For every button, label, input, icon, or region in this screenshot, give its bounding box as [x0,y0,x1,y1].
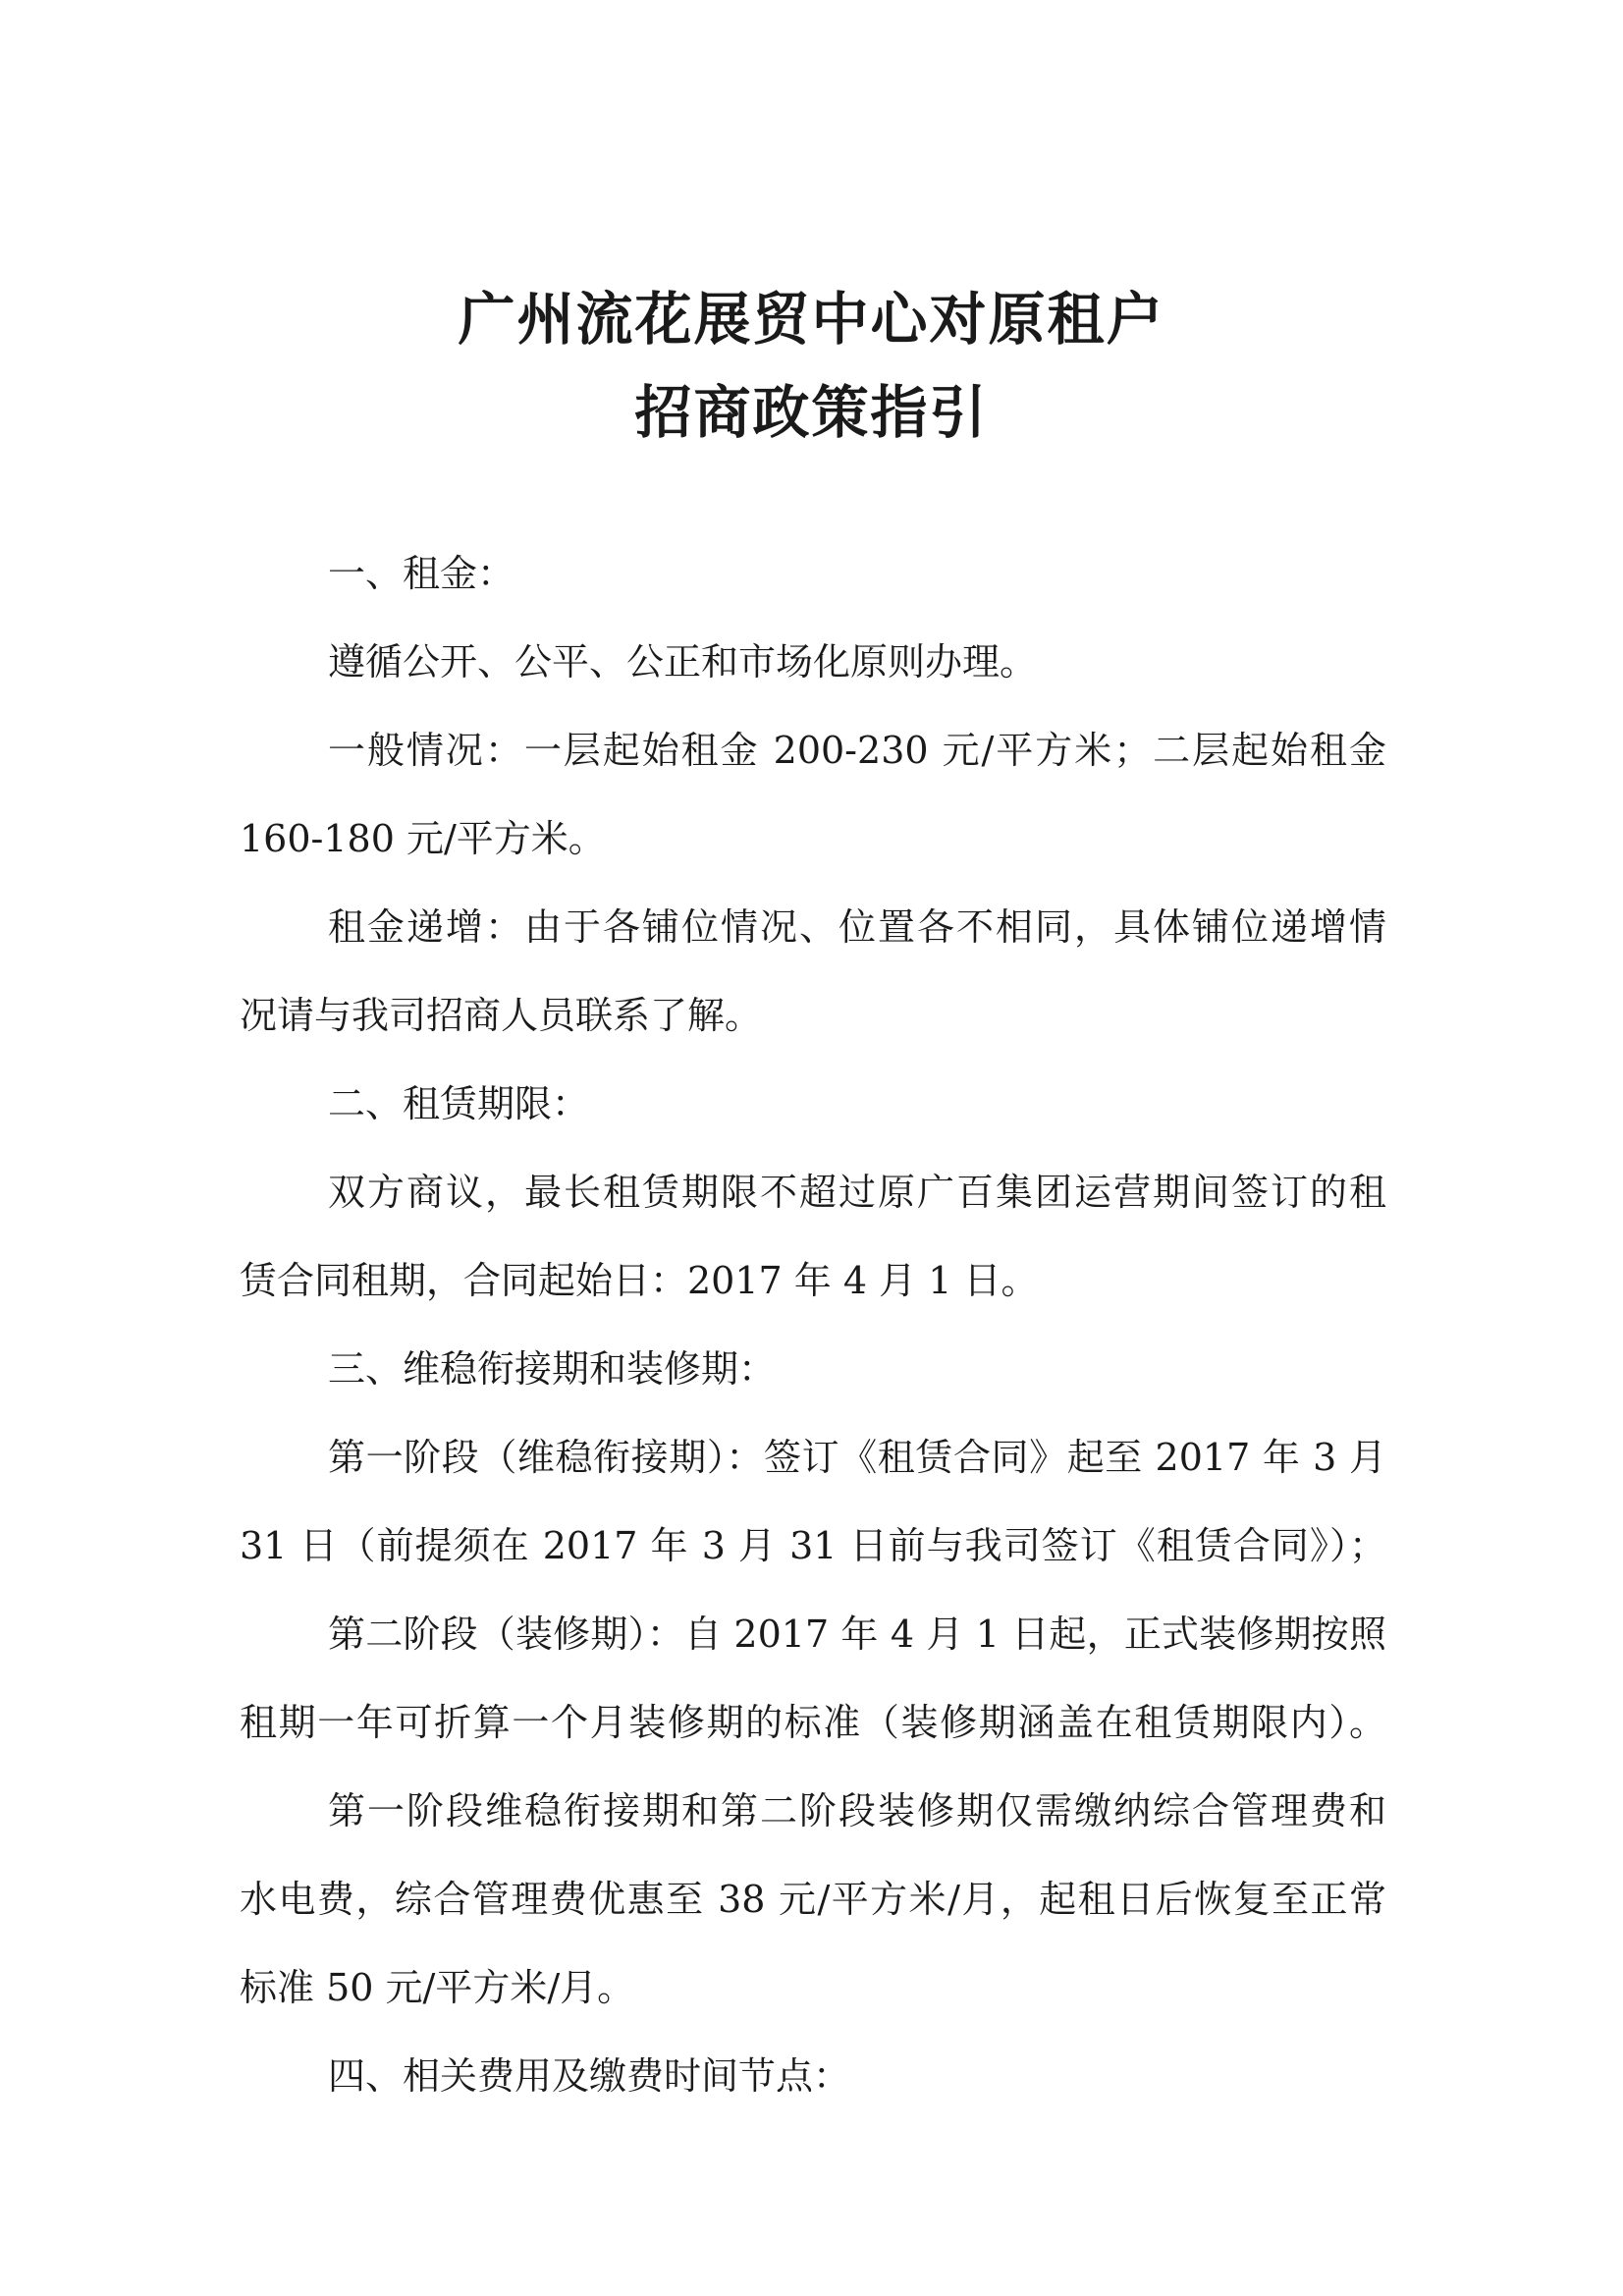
body-line: 况请与我司招商人员联系了解。 [240,994,763,1037]
body-line: 第一阶段维稳衔接期和第二阶段装修期仅需缴纳综合管理费和 [328,1789,1386,1832]
body-line: 标准 50 元/平方米/月。 [240,1966,635,2009]
section-heading-transition-period: 三、维稳衔接期和装修期： [328,1347,777,1391]
body-line: 31 日（前提须在 2017 年 3 月 31 日前与我司签订《租赁合同》）； [240,1524,1386,1567]
body-line: 水电费，综合管理费优惠至 38 元/平方米/月，起租日后恢复至正常 [240,1878,1386,1921]
body-line: 赁合同租期，合同起始日：2017 年 4 月 1 日。 [240,1259,1039,1302]
body-line: 第一阶段（维稳衔接期）：签订《租赁合同》起至 2017 年 3 月 [328,1436,1386,1479]
document-title-line-1: 广州流花展贸中心对原租户 [458,286,1165,353]
section-heading-rent: 一、租金： [328,552,515,595]
body-line: 双方商议，最长租赁期限不超过原广百集团运营期间签订的租 [328,1171,1386,1214]
document-title-line-2: 招商政策指引 [634,379,989,446]
section-heading-fees: 四、相关费用及缴费时间节点： [328,2054,851,2098]
body-line: 一般情况：一层起始租金 200-230 元/平方米；二层起始租金 [328,729,1386,772]
body-line: 第二阶段（装修期）：自 2017 年 4 月 1 日起，正式装修期按照 [328,1613,1386,1656]
body-line: 160-180 元/平方米。 [240,817,606,860]
body-line: 租金递增：由于各铺位情况、位置各不相同，具体铺位递增情 [328,905,1386,949]
body-line: 租期一年可折算一个月装修期的标准（装修期涵盖在租赁期限内）。 [240,1701,1386,1744]
body-line: 遵循公开、公平、公正和市场化原则办理。 [328,640,1038,683]
section-heading-lease-term: 二、租赁期限： [328,1082,590,1125]
